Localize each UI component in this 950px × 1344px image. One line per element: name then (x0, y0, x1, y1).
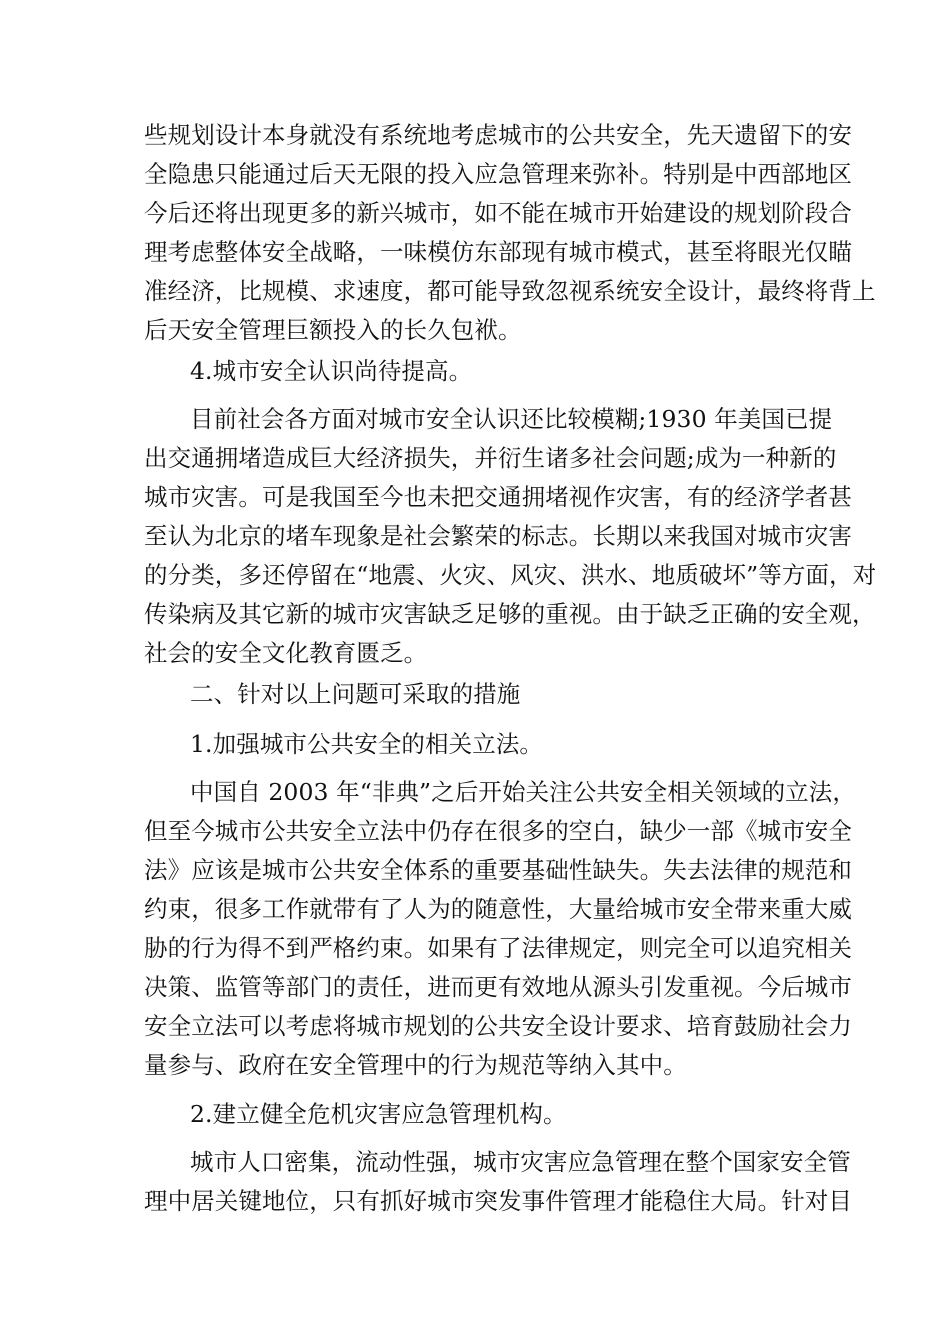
body-text-line: 约束，很多工作就带有了人为的随意性，大量给城市安全带来重大威 (144, 895, 852, 923)
body-text-line: 城市人口密集，流动性强，城市灾害应急管理在整个国家安全管 (190, 1148, 851, 1176)
subsection-heading: 2.建立健全危机灾害应急管理机构。 (190, 1100, 567, 1128)
body-text-line: 些规划设计本身就没有系统地考虑城市的公共安全，先天遗留下的安 (144, 121, 852, 149)
section-heading: 4.城市安全认识尚待提高。 (190, 357, 473, 385)
body-text-line: 量参与、政府在安全管理中的行为规范等纳入其中。 (144, 1051, 687, 1079)
body-text-line: 决策、监管等部门的责任，进而更有效地从源头引发重视。今后城市 (144, 973, 852, 1001)
body-text-line: 全隐患只能通过后天无限的投入应急管理来弥补。特别是中西部地区 (144, 160, 852, 188)
body-text-line: 法》应该是城市公共安全体系的重要基础性缺失。失去法律的规范和 (144, 856, 852, 884)
body-text-line: 出交通拥堵造成巨大经济损失，并衍生诸多社会问题;成为一种新的 (144, 444, 837, 472)
body-text-line: 但至今城市公共安全立法中仍存在很多的空白，缺少一部《城市安全 (144, 817, 852, 845)
body-text-line: 传染病及其它新的城市灾害缺乏足够的重视。由于缺乏正确的安全观， (144, 600, 876, 628)
body-text-line: 准经济，比规模、求速度，都可能导致忽视系统安全设计，最终将背上 (144, 277, 876, 305)
body-text-line: 城市灾害。可是我国至今也未把交通拥堵视作灾害，有的经济学者甚 (144, 483, 852, 511)
subsection-heading: 1.加强城市公共安全的相关立法。 (190, 730, 544, 758)
body-text-line: 理考虑整体安全战略，一味模仿东部现有城市模式，甚至将眼光仅瞄 (144, 238, 852, 266)
body-text-line: 的分类，多还停留在“地震、火灾、风灾、洪水、地质破坏”等方面，对 (144, 561, 877, 589)
body-text-line: 社会的安全文化教育匮乏。 (144, 639, 428, 667)
section-heading: 二、针对以上问题可采取的措施 (190, 680, 521, 708)
body-text-line: 中国自 2003 年“非典”之后开始关注公共安全相关领域的立法， (190, 778, 856, 806)
body-text-line: 安全立法可以考虑将城市规划的公共安全设计要求、培育鼓励社会力 (144, 1012, 852, 1040)
body-text-line: 理中居关键地位，只有抓好城市突发事件管理才能稳住大局。针对目 (144, 1187, 852, 1215)
body-text-line: 胁的行为得不到严格约束。如果有了法律规定，则完全可以追究相关 (144, 934, 852, 962)
body-text-line: 后天安全管理巨额投入的长久包袱。 (144, 316, 522, 344)
body-text-line: 至认为北京的堵车现象是社会繁荣的标志。长期以来我国对城市灾害 (144, 522, 852, 550)
body-text-line: 今后还将出现更多的新兴城市，如不能在城市开始建设的规划阶段合 (144, 199, 852, 227)
body-text-line: 目前社会各方面对城市安全认识还比较模糊;1930 年美国已提 (190, 405, 833, 433)
